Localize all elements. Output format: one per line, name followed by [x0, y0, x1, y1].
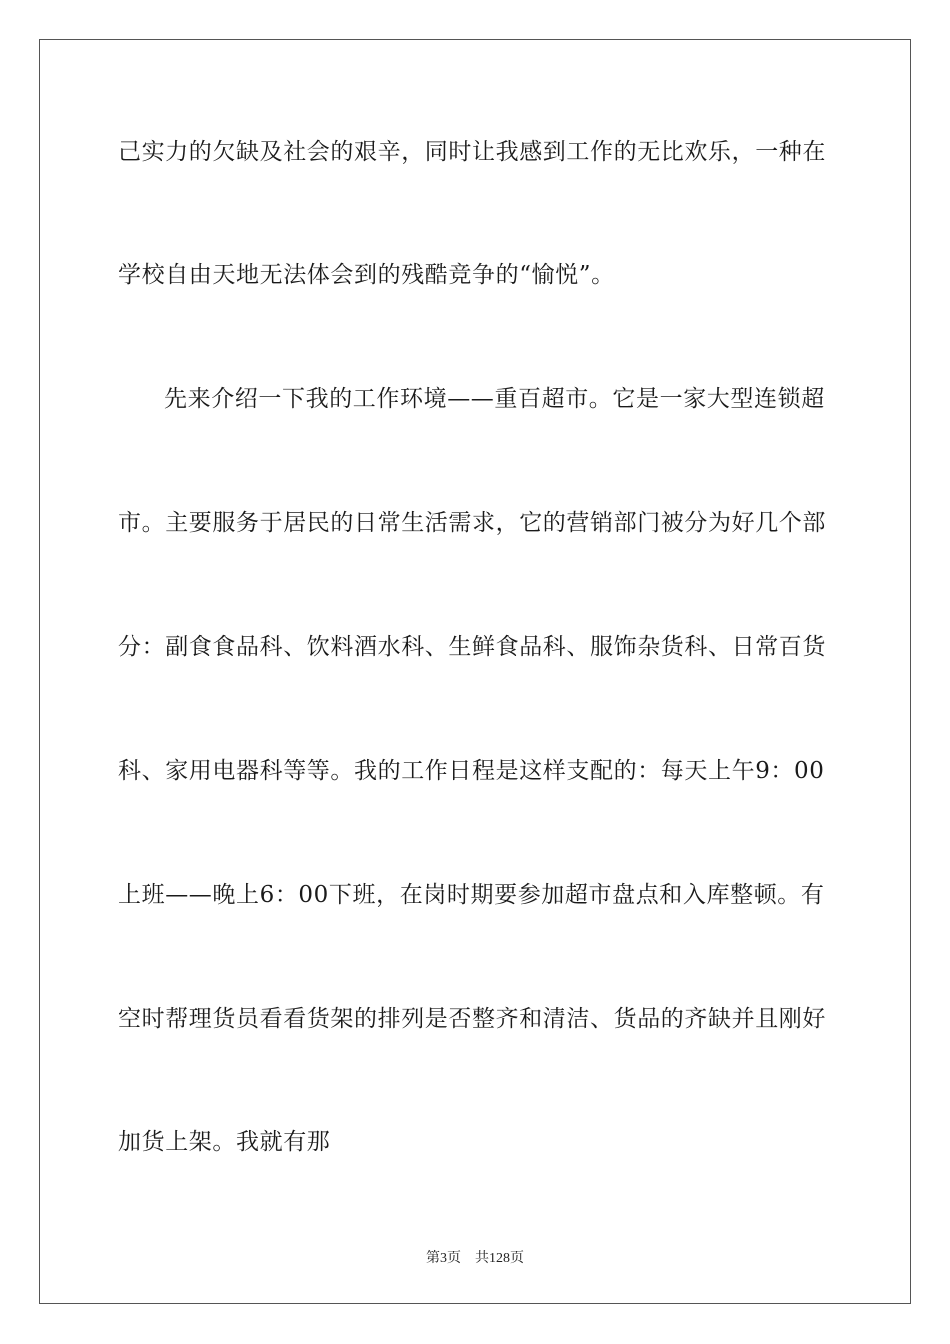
- page-frame: [39, 39, 911, 1304]
- text-line: 己实力的欠缺及社会的艰辛，同时让我感到工作的无比欢乐，一种在: [118, 139, 826, 165]
- text-line: 市。主要服务于居民的日常生活需求，它的营销部门被分为好几个部: [118, 510, 826, 536]
- text-line: 空时帮理货员看看货架的排列是否整齐和清洁、货品的齐缺并且刚好: [118, 1006, 826, 1032]
- page-number-footer: 第3页 共128页: [426, 1251, 524, 1266]
- text-line: 科、家用电器科等等。我的工作日程是这样支配的：每天上午9：00: [118, 758, 825, 784]
- text-line: 分：副食食品科、饮料酒水科、生鲜食品科、服饰杂货科、日常百货: [118, 634, 826, 660]
- text-line: 学校自由天地无法体会到的残酷竞争的“愉悦”。: [118, 262, 615, 288]
- text-line: 加货上架。我就有那: [118, 1129, 331, 1155]
- text-line: 上班——晚上6：00下班，在岗时期要参加超市盘点和入库整顿。有: [118, 882, 825, 908]
- paragraph-start-line: 先来介绍一下我的工作环境——重百超市。它是一家大型连锁超: [164, 386, 825, 412]
